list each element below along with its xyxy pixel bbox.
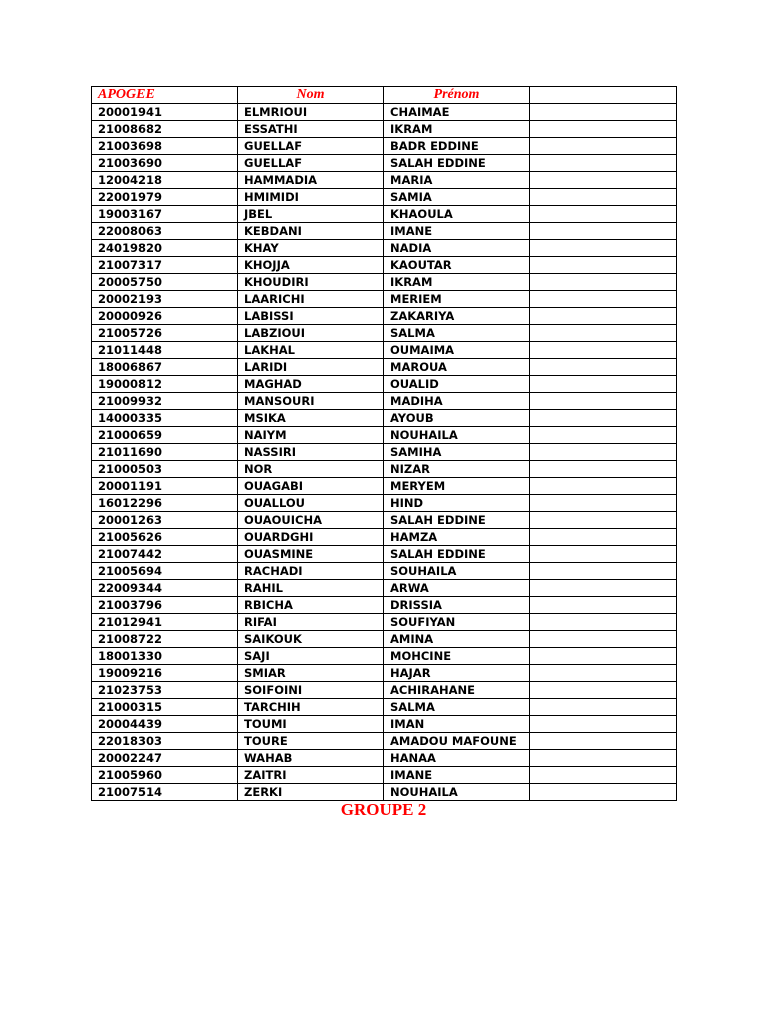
nom-cell: MANSOURI xyxy=(238,393,384,410)
extra-cell xyxy=(530,597,677,614)
nom-cell: MAGHAD xyxy=(238,376,384,393)
nom-cell: HAMMADIA xyxy=(238,172,384,189)
prenom-cell: SAMIA xyxy=(384,189,530,206)
prenom-cell: SALMA xyxy=(384,325,530,342)
nom-cell: JBEL xyxy=(238,206,384,223)
extra-cell xyxy=(530,733,677,750)
prenom-cell: HAJAR xyxy=(384,665,530,682)
apogee-cell: 16012296 xyxy=(92,495,238,512)
prenom-cell: OUMAIMA xyxy=(384,342,530,359)
header-prenom: Prénom xyxy=(384,87,530,104)
apogee-cell: 19000812 xyxy=(92,376,238,393)
extra-cell xyxy=(530,257,677,274)
nom-cell: ELMRIOUI xyxy=(238,104,384,121)
table-row xyxy=(92,716,677,733)
extra-cell xyxy=(530,750,677,767)
nom-cell: LAARICHI xyxy=(238,291,384,308)
apogee-cell: 21005626 xyxy=(92,529,238,546)
table-row xyxy=(92,155,677,172)
nom-cell: TOUMI xyxy=(238,716,384,733)
nom-cell: LARIDI xyxy=(238,359,384,376)
apogee-cell: 21023753 xyxy=(92,682,238,699)
apogee-cell: 21012941 xyxy=(92,614,238,631)
extra-cell xyxy=(530,478,677,495)
apogee-cell: 21007514 xyxy=(92,784,238,801)
table-row xyxy=(92,104,677,121)
table-row xyxy=(92,733,677,750)
prenom-cell: NOUHAILA xyxy=(384,784,530,801)
apogee-cell: 21003690 xyxy=(92,155,238,172)
prenom-cell: IKRAM xyxy=(384,121,530,138)
extra-cell xyxy=(530,563,677,580)
nom-cell: SAIKOUK xyxy=(238,631,384,648)
prenom-cell: SALAH EDDINE xyxy=(384,155,530,172)
extra-cell xyxy=(530,206,677,223)
nom-cell: KHOUDIRI xyxy=(238,274,384,291)
extra-cell xyxy=(530,172,677,189)
prenom-cell: CHAIMAE xyxy=(384,104,530,121)
table-row xyxy=(92,597,677,614)
table-row xyxy=(92,138,677,155)
extra-cell xyxy=(530,223,677,240)
prenom-cell: BADR EDDINE xyxy=(384,138,530,155)
apogee-cell: 19003167 xyxy=(92,206,238,223)
table-row xyxy=(92,257,677,274)
apogee-cell: 20001191 xyxy=(92,478,238,495)
table-row xyxy=(92,631,677,648)
apogee-cell: 18006867 xyxy=(92,359,238,376)
nom-cell: KEBDANI xyxy=(238,223,384,240)
table-row xyxy=(92,784,677,801)
prenom-cell: SAMIHA xyxy=(384,444,530,461)
extra-cell xyxy=(530,410,677,427)
apogee-cell: 20004439 xyxy=(92,716,238,733)
header-extra xyxy=(530,87,677,104)
prenom-cell: HIND xyxy=(384,495,530,512)
nom-cell: RACHADI xyxy=(238,563,384,580)
nom-cell: TOURE xyxy=(238,733,384,750)
nom-cell: ZERKI xyxy=(238,784,384,801)
nom-cell: RIFAI xyxy=(238,614,384,631)
extra-cell xyxy=(530,512,677,529)
extra-cell xyxy=(530,529,677,546)
prenom-cell: IMANE xyxy=(384,767,530,784)
table-row xyxy=(92,648,677,665)
apogee-cell: 21005960 xyxy=(92,767,238,784)
table-row xyxy=(92,393,677,410)
prenom-cell: MERIEM xyxy=(384,291,530,308)
extra-cell xyxy=(530,461,677,478)
nom-cell: OUASMINE xyxy=(238,546,384,563)
table-row xyxy=(92,495,677,512)
table-row xyxy=(92,342,677,359)
extra-cell xyxy=(530,155,677,172)
extra-cell xyxy=(530,580,677,597)
nom-cell: ESSATHI xyxy=(238,121,384,138)
table-row xyxy=(92,325,677,342)
extra-cell xyxy=(530,648,677,665)
header-row xyxy=(92,87,677,104)
table-row xyxy=(92,563,677,580)
nom-cell: OUALLOU xyxy=(238,495,384,512)
extra-cell xyxy=(530,631,677,648)
table-row xyxy=(92,699,677,716)
prenom-cell: KAOUTAR xyxy=(384,257,530,274)
extra-cell xyxy=(530,376,677,393)
nom-cell: GUELLAF xyxy=(238,138,384,155)
extra-cell xyxy=(530,614,677,631)
table-row xyxy=(92,121,677,138)
extra-cell xyxy=(530,308,677,325)
prenom-cell: IMANE xyxy=(384,223,530,240)
apogee-cell: 18001330 xyxy=(92,648,238,665)
nom-cell: NAIYM xyxy=(238,427,384,444)
nom-cell: LAKHAL xyxy=(238,342,384,359)
apogee-cell: 21003796 xyxy=(92,597,238,614)
table-row xyxy=(92,274,677,291)
prenom-cell: OUALID xyxy=(384,376,530,393)
nom-cell: OUAOUICHA xyxy=(238,512,384,529)
prenom-cell: SALMA xyxy=(384,699,530,716)
apogee-cell: 22009344 xyxy=(92,580,238,597)
prenom-cell: AMADOU MAFOUNE xyxy=(384,733,530,750)
table-row xyxy=(92,376,677,393)
apogee-cell: 22001979 xyxy=(92,189,238,206)
table-row xyxy=(92,444,677,461)
apogee-cell: 21003698 xyxy=(92,138,238,155)
table-row xyxy=(92,291,677,308)
table-row xyxy=(92,427,677,444)
nom-cell: OUARDGHI xyxy=(238,529,384,546)
nom-cell: SAJI xyxy=(238,648,384,665)
prenom-cell: ACHIRAHANE xyxy=(384,682,530,699)
extra-cell xyxy=(530,546,677,563)
prenom-cell: AMINA xyxy=(384,631,530,648)
apogee-cell: 21000315 xyxy=(92,699,238,716)
extra-cell xyxy=(530,444,677,461)
apogee-cell: 24019820 xyxy=(92,240,238,257)
extra-cell xyxy=(530,767,677,784)
nom-cell: RBICHA xyxy=(238,597,384,614)
extra-cell xyxy=(530,274,677,291)
nom-cell: WAHAB xyxy=(238,750,384,767)
apogee-cell: 20001263 xyxy=(92,512,238,529)
prenom-cell: NOUHAILA xyxy=(384,427,530,444)
prenom-cell: ARWA xyxy=(384,580,530,597)
prenom-cell: HANAA xyxy=(384,750,530,767)
nom-cell: KHOJJA xyxy=(238,257,384,274)
nom-cell: LABISSI xyxy=(238,308,384,325)
apogee-cell: 21000659 xyxy=(92,427,238,444)
extra-cell xyxy=(530,189,677,206)
apogee-cell: 19009216 xyxy=(92,665,238,682)
nom-cell: NOR xyxy=(238,461,384,478)
extra-cell xyxy=(530,716,677,733)
prenom-cell: MARIA xyxy=(384,172,530,189)
group-title: GROUPE 2 xyxy=(340,800,427,819)
nom-cell: LABZIOUI xyxy=(238,325,384,342)
apogee-cell: 20000926 xyxy=(92,308,238,325)
table-row xyxy=(92,410,677,427)
prenom-cell: MAROUA xyxy=(384,359,530,376)
table-row xyxy=(92,512,677,529)
apogee-cell: 21007442 xyxy=(92,546,238,563)
prenom-cell: NADIA xyxy=(384,240,530,257)
apogee-cell: 21009932 xyxy=(92,393,238,410)
extra-cell xyxy=(530,121,677,138)
apogee-cell: 21007317 xyxy=(92,257,238,274)
apogee-cell: 21000503 xyxy=(92,461,238,478)
table-row xyxy=(92,580,677,597)
table-row xyxy=(92,223,677,240)
apogee-cell: 21011690 xyxy=(92,444,238,461)
nom-cell: RAHIL xyxy=(238,580,384,597)
nom-cell: OUAGABI xyxy=(238,478,384,495)
extra-cell xyxy=(530,784,677,801)
table-header xyxy=(92,87,677,104)
prenom-cell: DRISSIA xyxy=(384,597,530,614)
header-nom: Nom xyxy=(238,87,384,104)
apogee-cell: 21008682 xyxy=(92,121,238,138)
apogee-cell: 20001941 xyxy=(92,104,238,121)
table-row xyxy=(92,478,677,495)
extra-cell xyxy=(530,104,677,121)
extra-cell xyxy=(530,325,677,342)
prenom-cell: IKRAM xyxy=(384,274,530,291)
table-row xyxy=(92,665,677,682)
prenom-cell: MERYEM xyxy=(384,478,530,495)
nom-cell: GUELLAF xyxy=(238,155,384,172)
nom-cell: MSIKA xyxy=(238,410,384,427)
extra-cell xyxy=(530,138,677,155)
table-row xyxy=(92,189,677,206)
nom-cell: SOIFOINI xyxy=(238,682,384,699)
extra-cell xyxy=(530,291,677,308)
apogee-cell: 22018303 xyxy=(92,733,238,750)
prenom-cell: SOUHAILA xyxy=(384,563,530,580)
apogee-cell: 21005694 xyxy=(92,563,238,580)
prenom-cell: HAMZA xyxy=(384,529,530,546)
table-row xyxy=(92,206,677,223)
nom-cell: SMIAR xyxy=(238,665,384,682)
nom-cell: TARCHIH xyxy=(238,699,384,716)
prenom-cell: SALAH EDDINE xyxy=(384,512,530,529)
header-apogee: APOGEE xyxy=(92,87,238,104)
table-row xyxy=(92,308,677,325)
table-row xyxy=(92,546,677,563)
table-body xyxy=(92,104,677,801)
extra-cell xyxy=(530,393,677,410)
nom-cell: KHAY xyxy=(238,240,384,257)
prenom-cell: NIZAR xyxy=(384,461,530,478)
extra-cell xyxy=(530,699,677,716)
apogee-cell: 21008722 xyxy=(92,631,238,648)
table-row xyxy=(92,767,677,784)
nom-cell: HMIMIDI xyxy=(238,189,384,206)
prenom-cell: ZAKARIYA xyxy=(384,308,530,325)
table-row xyxy=(92,682,677,699)
apogee-cell: 20002193 xyxy=(92,291,238,308)
prenom-cell: SALAH EDDINE xyxy=(384,546,530,563)
apogee-cell: 14000335 xyxy=(92,410,238,427)
apogee-cell: 12004218 xyxy=(92,172,238,189)
prenom-cell: AYOUB xyxy=(384,410,530,427)
extra-cell xyxy=(530,682,677,699)
nom-cell: ZAITRI xyxy=(238,767,384,784)
extra-cell xyxy=(530,342,677,359)
apogee-cell: 20005750 xyxy=(92,274,238,291)
extra-cell xyxy=(530,359,677,376)
table-row xyxy=(92,172,677,189)
apogee-cell: 20002247 xyxy=(92,750,238,767)
table-row xyxy=(92,359,677,376)
prenom-cell: KHAOULA xyxy=(384,206,530,223)
apogee-cell: 21011448 xyxy=(92,342,238,359)
table-row xyxy=(92,614,677,631)
prenom-cell: MADIHA xyxy=(384,393,530,410)
extra-cell xyxy=(530,665,677,682)
table-row xyxy=(92,240,677,257)
nom-cell: NASSIRI xyxy=(238,444,384,461)
prenom-cell: SOUFIYAN xyxy=(384,614,530,631)
apogee-cell: 22008063 xyxy=(92,223,238,240)
extra-cell xyxy=(530,427,677,444)
extra-cell xyxy=(530,495,677,512)
table-row xyxy=(92,750,677,767)
extra-cell xyxy=(530,240,677,257)
prenom-cell: IMAN xyxy=(384,716,530,733)
table-row xyxy=(92,529,677,546)
student-roster-table xyxy=(91,86,677,801)
apogee-cell: 21005726 xyxy=(92,325,238,342)
prenom-cell: MOHCINE xyxy=(384,648,530,665)
table-row xyxy=(92,461,677,478)
